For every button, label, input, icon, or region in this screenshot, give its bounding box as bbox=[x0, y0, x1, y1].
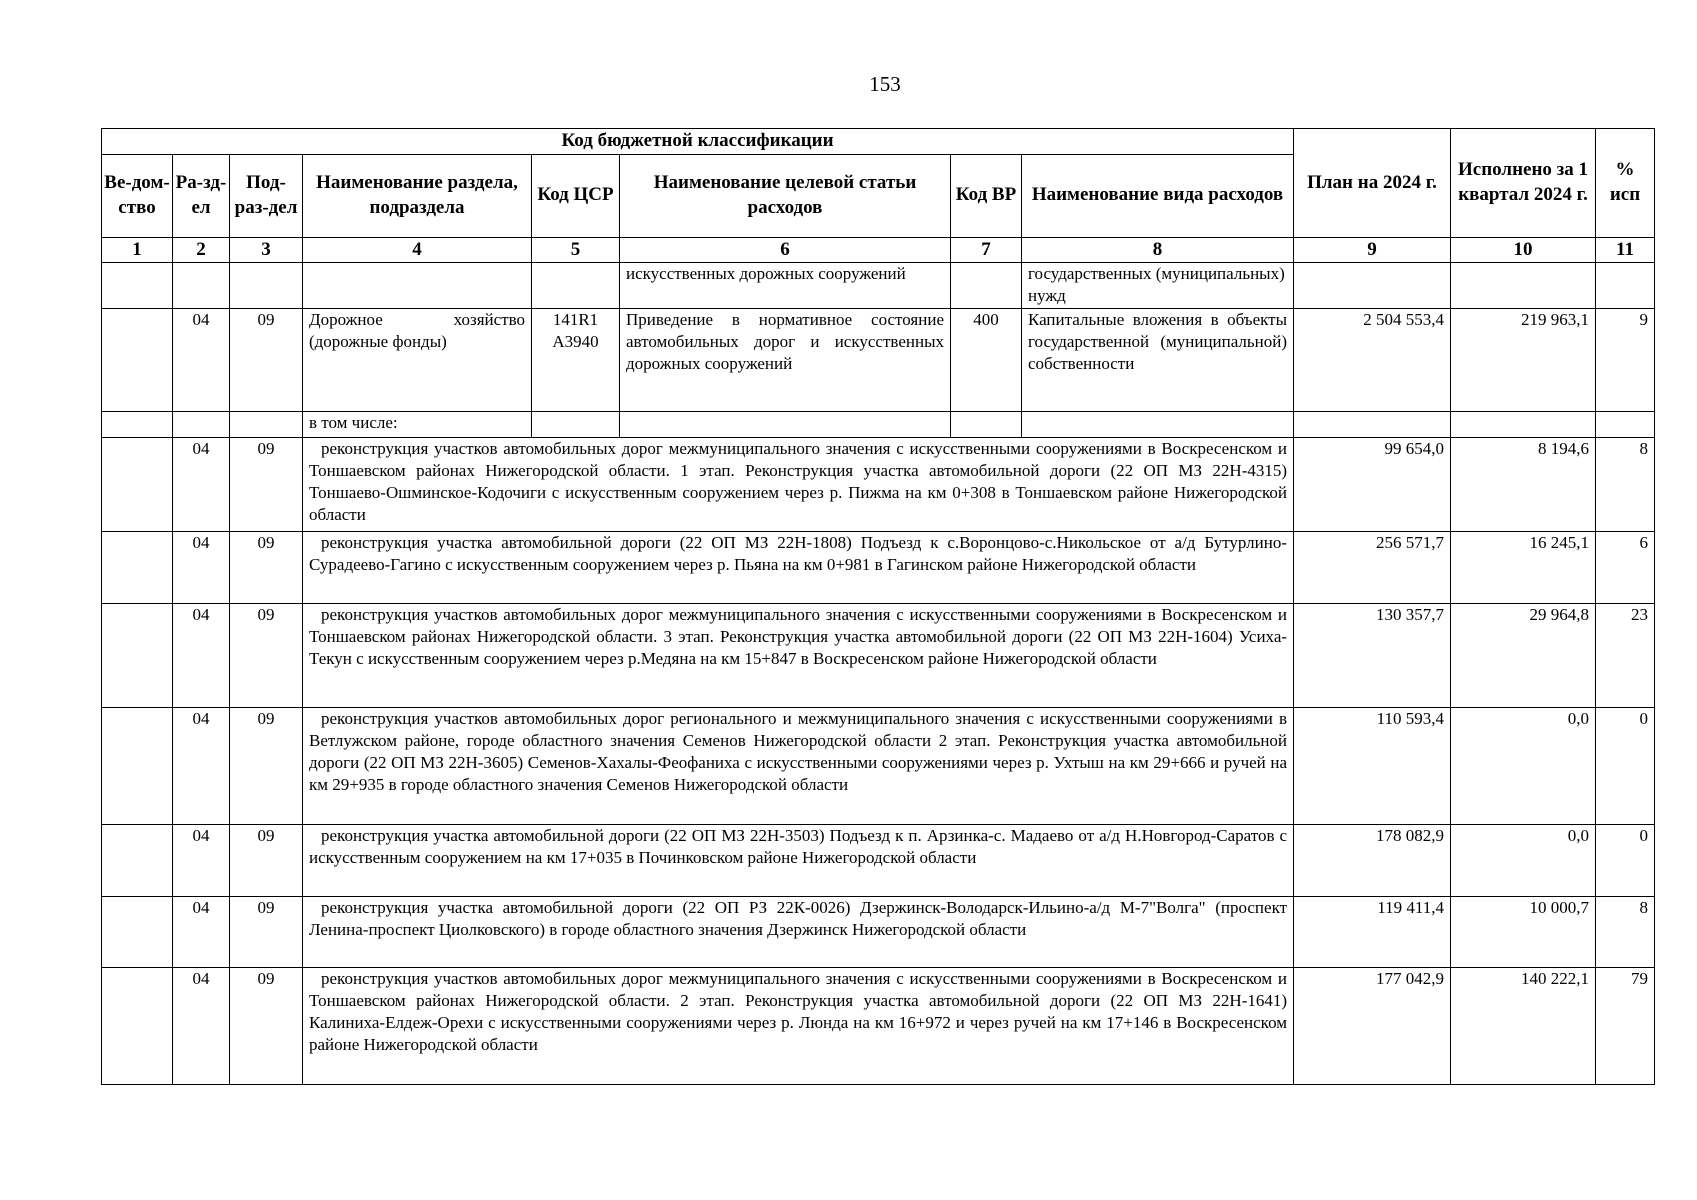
table-row bbox=[102, 824, 1655, 896]
object-description: реконструкция участков автомобильных дорог межмуниципального значения с искусственными сооружениями в Воскресенском и Тоншаевском районах Нижегородской области. 1 этап. Реконструкция участка автомобильной дороги (22 ОП МЗ 22Н-4315) Тоншаево-Ошминское-Кодочиги с искусственным сооружением через р. Пижма на км 0+308 в Тоншаевском районе Нижегородской области bbox=[303, 437, 1294, 531]
object-description: реконструкция участка автомобильной дороги (22 ОП МЗ 22Н-3503) Подъезд к п. Арзинка-с. Мадаево от а/д Н.Новгород-Саратов с искусственным сооружением на км 17+035 в Починковском районе Нижегородской области bbox=[303, 824, 1294, 896]
col-header-percent: % исп bbox=[1596, 129, 1655, 238]
table-row-continuation bbox=[102, 263, 1655, 308]
csr-code: 141R1 А3940 bbox=[532, 308, 620, 411]
executed-value: 140 222,1 bbox=[1451, 967, 1596, 1084]
section-code: 04 bbox=[173, 437, 230, 531]
object-description: реконструкция участка автомобильной дороги (22 ОП РЗ 22К-0026) Дзержинск-Володарск-Ильино-а/д М-7"Волга" (проспект Ленина-проспект Циолковского) в городе областного значения Дзержинск Нижегородской области bbox=[303, 896, 1294, 967]
subsection-code: 09 bbox=[230, 824, 303, 896]
percent-value: 8 bbox=[1596, 896, 1655, 967]
percent-value: 0 bbox=[1596, 824, 1655, 896]
expense-type-name: государственных (муниципальных) нужд bbox=[1022, 263, 1294, 308]
vr-code: 400 bbox=[951, 308, 1022, 411]
subsection-code: 09 bbox=[230, 896, 303, 967]
column-number: 10 bbox=[1451, 237, 1596, 263]
column-number: 2 bbox=[173, 237, 230, 263]
target-item-name: искусственных дорожных сооружений bbox=[620, 263, 951, 308]
executed-value: 8 194,6 bbox=[1451, 437, 1596, 531]
subsection-code: 09 bbox=[230, 603, 303, 707]
plan-value: 110 593,4 bbox=[1294, 707, 1451, 824]
budget-code-group-header: Код бюджетной классификации bbox=[102, 129, 1294, 155]
percent-value: 0 bbox=[1596, 707, 1655, 824]
section-code: 04 bbox=[173, 603, 230, 707]
including-label: в том числе: bbox=[303, 411, 532, 437]
executed-value: 0,0 bbox=[1451, 824, 1596, 896]
executed-value: 10 000,7 bbox=[1451, 896, 1596, 967]
col-header-target-item-name: Наименование целевой статьи расходов bbox=[620, 154, 951, 237]
col-header-csr-code: Код ЦСР bbox=[532, 154, 620, 237]
col-header-section: Ра-зд-ел bbox=[173, 154, 230, 237]
column-number: 11 bbox=[1596, 237, 1655, 263]
section-code: 04 bbox=[173, 896, 230, 967]
plan-value: 178 082,9 bbox=[1294, 824, 1451, 896]
section-code: 04 bbox=[173, 308, 230, 411]
column-number: 8 bbox=[1022, 237, 1294, 263]
object-description: реконструкция участков автомобильных дорог межмуниципального значения с искусственными сооружениями в Воскресенском и Тоншаевском районах Нижегородской области. 2 этап. Реконструкция участка автомобильной дороги (22 ОП МЗ 22Н-1641) Калиниха-Елдеж-Орехи с искусственными сооружениями через р. Люнда на км 16+972 и через ручей на км 17+146 в Воскресенском районе Нижегородской области bbox=[303, 967, 1294, 1084]
page-number: 153 bbox=[869, 72, 901, 96]
table-row bbox=[102, 896, 1655, 967]
percent-value: 79 bbox=[1596, 967, 1655, 1084]
percent-value: 8 bbox=[1596, 437, 1655, 531]
budget-table bbox=[101, 128, 1655, 1085]
table-row-main bbox=[102, 308, 1655, 411]
plan-value: 2 504 553,4 bbox=[1294, 308, 1451, 411]
column-number: 7 bbox=[951, 237, 1022, 263]
plan-value: 130 357,7 bbox=[1294, 603, 1451, 707]
plan-value: 177 042,9 bbox=[1294, 967, 1451, 1084]
section-code: 04 bbox=[173, 967, 230, 1084]
percent-value: 6 bbox=[1596, 531, 1655, 603]
section-name: Дорожное хозяйство (дорожные фонды) bbox=[303, 308, 532, 411]
col-header-plan: План на 2024 г. bbox=[1294, 129, 1451, 238]
percent-value: 23 bbox=[1596, 603, 1655, 707]
column-number: 6 bbox=[620, 237, 951, 263]
table-row bbox=[102, 531, 1655, 603]
table-row bbox=[102, 437, 1655, 531]
plan-value: 256 571,7 bbox=[1294, 531, 1451, 603]
object-description: реконструкция участка автомобильной дороги (22 ОП МЗ 22Н-1808) Подъезд к с.Воронцово-с.Никольское от а/д Бутурлино-Сурадеево-Гагино с искусственным сооружением через р. Пьяна на км 0+981 в Гагинском районе Нижегородской области bbox=[303, 531, 1294, 603]
target-item-name: Приведение в нормативное состояние автомобильных дорог и искусственных дорожных сооружений bbox=[620, 308, 951, 411]
object-description: реконструкция участков автомобильных дорог межмуниципального значения с искусственными сооружениями в Воскресенском и Тоншаевском районах Нижегородской области. 3 этап. Реконструкция участка автомобильной дороги (22 ОП МЗ 22Н-1604) Усиха-Текун с искусственным сооружением через р.Медяна на км 15+847 в Воскресенском районе Нижегородской области bbox=[303, 603, 1294, 707]
table-row bbox=[102, 603, 1655, 707]
plan-value: 99 654,0 bbox=[1294, 437, 1451, 531]
subsection-code: 09 bbox=[230, 531, 303, 603]
table-row-including bbox=[102, 411, 1655, 437]
expense-type-name: Капитальные вложения в объекты государственной (муниципальной) собственности bbox=[1022, 308, 1294, 411]
executed-value: 29 964,8 bbox=[1451, 603, 1596, 707]
subsection-code: 09 bbox=[230, 707, 303, 824]
column-number: 1 bbox=[102, 237, 173, 263]
col-header-section-name: Наименование раздела, подраздела bbox=[303, 154, 532, 237]
column-number: 5 bbox=[532, 237, 620, 263]
section-code: 04 bbox=[173, 531, 230, 603]
executed-value: 16 245,1 bbox=[1451, 531, 1596, 603]
executed-value: 219 963,1 bbox=[1451, 308, 1596, 411]
header-row-group bbox=[102, 129, 1655, 155]
col-header-expense-type-name: Наименование вида расходов bbox=[1022, 154, 1294, 237]
plan-value: 119 411,4 bbox=[1294, 896, 1451, 967]
column-number: 9 bbox=[1294, 237, 1451, 263]
object-description: реконструкция участков автомобильных дорог регионального и межмуниципального значения с искусственными сооружениями в Ветлужском районе, городе областного значения Семенов Нижегородской области 2 этап. Реконструкция участка автомобильной дороги (22 ОП МЗ 22Н-3605) Семенов-Хахалы-Феофаниха с искусственными сооружениями через р. Ухтыш на км 29+666 и ручей на км 29+935 в городе областного значения Семенов Нижегородской области bbox=[303, 707, 1294, 824]
col-header-subsection: Под-раз-дел bbox=[230, 154, 303, 237]
col-header-vr-code: Код ВР bbox=[951, 154, 1022, 237]
subsection-code: 09 bbox=[230, 308, 303, 411]
table-row bbox=[102, 967, 1655, 1084]
col-header-executed: Исполнено за 1 квартал 2024 г. bbox=[1451, 129, 1596, 238]
column-number: 4 bbox=[303, 237, 532, 263]
percent-value: 9 bbox=[1596, 308, 1655, 411]
table-row bbox=[102, 707, 1655, 824]
col-header-department: Ве-дом-ство bbox=[102, 154, 173, 237]
executed-value: 0,0 bbox=[1451, 707, 1596, 824]
subsection-code: 09 bbox=[230, 437, 303, 531]
column-number: 3 bbox=[230, 237, 303, 263]
column-number-row bbox=[102, 237, 1655, 263]
section-code: 04 bbox=[173, 707, 230, 824]
section-code: 04 bbox=[173, 824, 230, 896]
subsection-code: 09 bbox=[230, 967, 303, 1084]
